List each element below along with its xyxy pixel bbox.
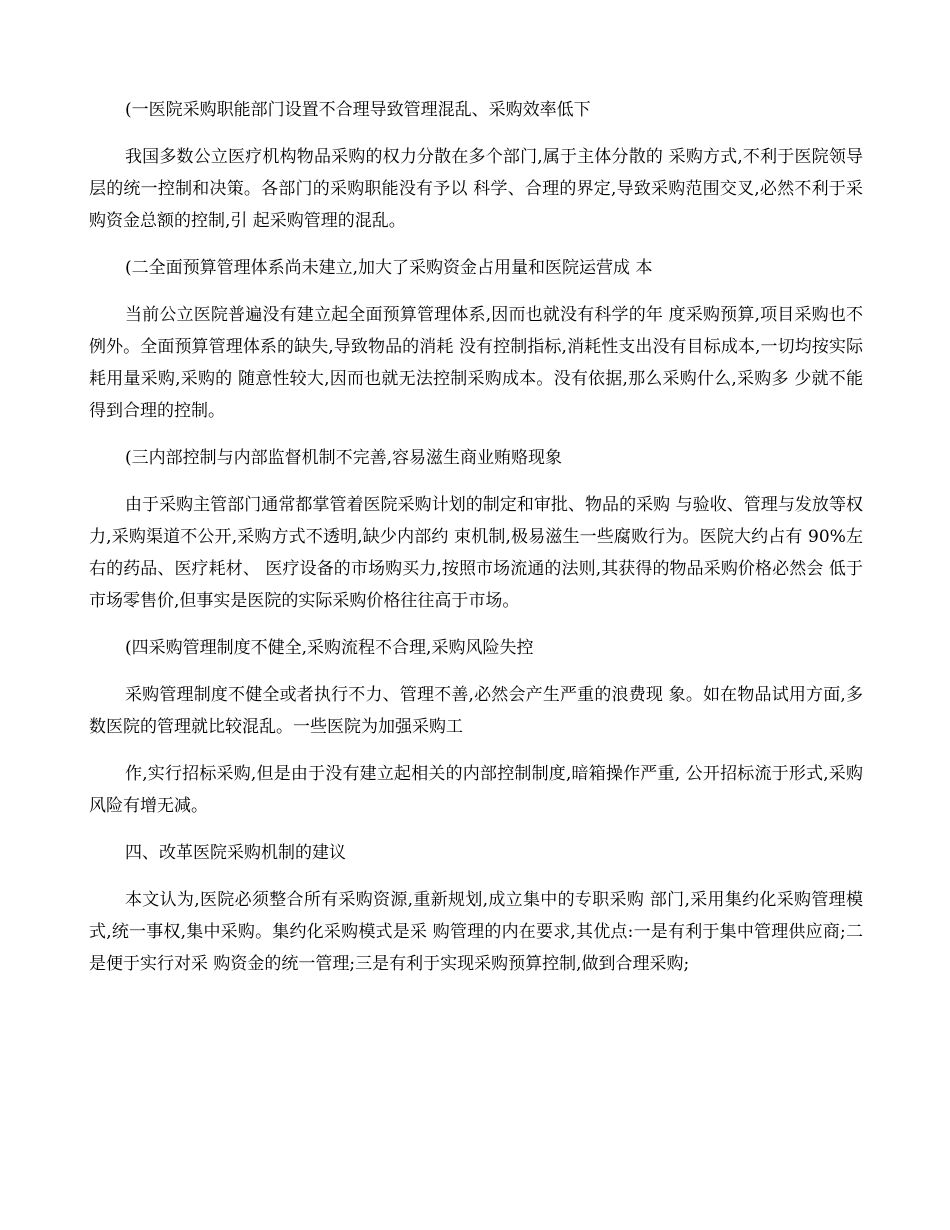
section-heading-4: (四采购管理制度不健全,采购流程不合理,采购风险失控 xyxy=(125,638,534,658)
section-heading-2: (二全面预算管理体系尚未建立,加大了采购资金占用量和医院运营成 本 xyxy=(125,258,653,278)
paragraph-5: 作,实行招标采购,但是由于没有建立起相关的内部控制制度,暗箱操作严重, 公开招标流于形式,采购风险有增无减。 xyxy=(89,764,863,816)
section-heading-3: (三内部控制与内部监督机制不完善,容易滋生商业贿赂现象 xyxy=(125,448,563,468)
paragraph-1: 我国多数公立医疗机构物品采购的权力分散在多个部门,属于主体分散的 采购方式,不利于医院领导层的统一控制和决策。各部门的采购职能没有予以 科学、合理的界定,导致采购范围交叉,必然不利于采购资金总额的控制,引 起采购管理的混乱。 xyxy=(89,147,863,231)
paragraph-2: 当前公立医院普遍没有建立起全面预算管理体系,因而也就没有科学的年 度采购预算,项目采购也不例外。全面预算管理体系的缺失,导致物品的消耗 没有控制指标,消耗性支出没有目标成本,一切均按实际耗用量采购,采购的 随意性较大,因而也就无法控制采购成本。没有依据,那么采购什么,采购多 少就不能得到合理的控制。 xyxy=(89,305,863,421)
section-heading-5: 四、改革医院采购机制的建议 xyxy=(125,843,346,863)
document-body xyxy=(89,94,863,995)
section-heading-1: (一医院采购职能部门设置不合理导致管理混乱、采购效率低下 xyxy=(125,100,591,120)
paragraph-3: 由于采购主管部门通常都掌管着医院采购计划的制定和审批、物品的采购 与验收、管理与发放等权力,采购渠道不公开,采购方式不透明,缺少内部约 束机制,极易滋生一些腐败行为。医院大约占有 90%左右的药品、医疗耗材、 医疗设备的市场购买力,按照市场流通的法则,其获得的物品采购价格必然会 低于市场零售价,但事实是医院的实际采购价格往往高于市场。 xyxy=(89,495,863,611)
paragraph-6: 本文认为,医院必须整合所有采购资源,重新规划,成立集中的专职采购 部门,采用集约化采购管理模式,统一事权,集中采购。集约化采购模式是采 购管理的内在要求,其优点:一是有利于集中管理供应商;二是便于实行对采 购资金的统一管理;三是有利于实现采购预算控制,做到合理采购; xyxy=(89,890,863,974)
paragraph-4: 采购管理制度不健全或者执行不力、管理不善,必然会产生严重的浪费现 象。如在物品试用方面,多数医院的管理就比较混乱。一些医院为加强采购工 xyxy=(89,685,863,737)
